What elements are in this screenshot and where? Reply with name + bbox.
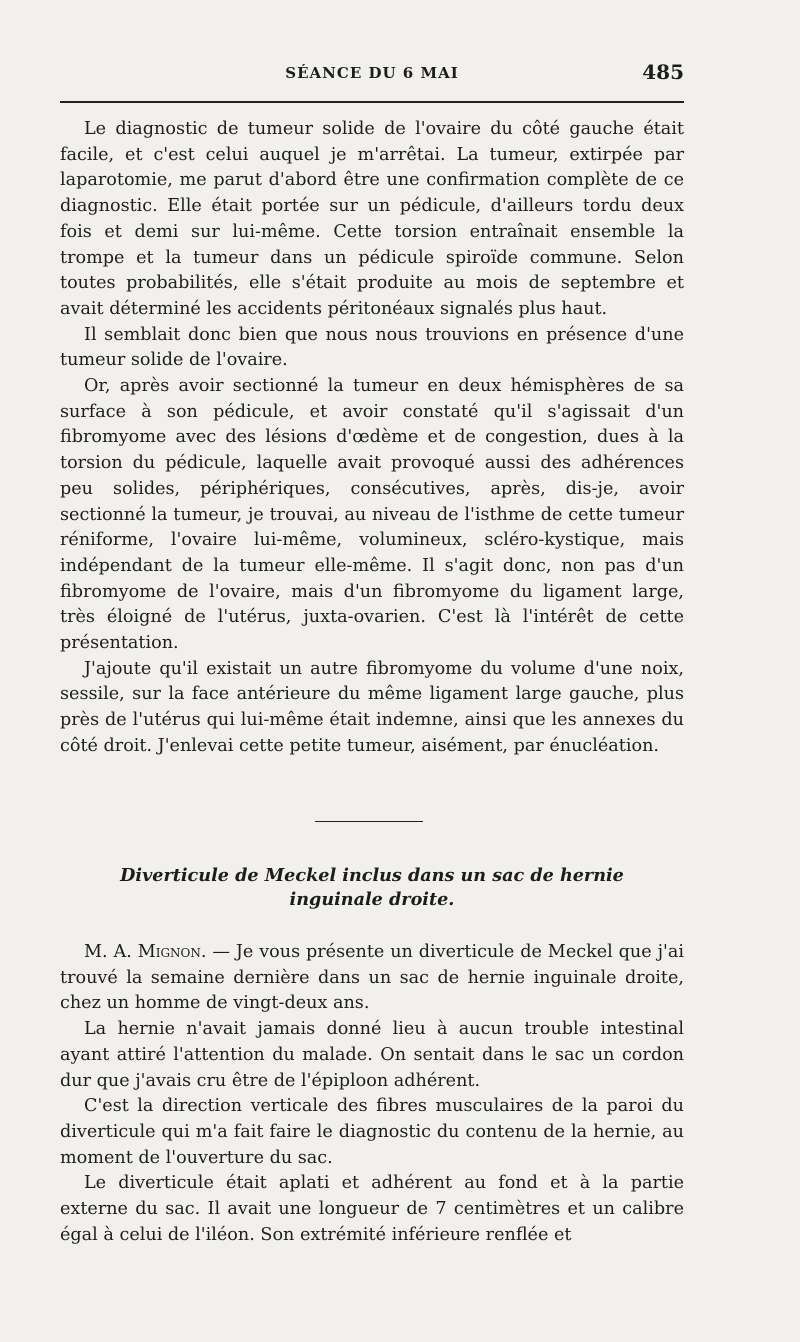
page-number: 485 xyxy=(642,60,684,84)
paragraph: J'ajoute qu'il existait un autre fibromyome du volume d'une noix, sessile, sur la face antérieure du même ligament large gauche, plus près de l'utérus qui lui-même était indemne, ainsi que les annexes du côté droit. J'enlevai cette petite tumeur, aisément, par énucléation. xyxy=(60,658,684,756)
section-title-line: Diverticule de Meckel inclus dans un sac de hernie xyxy=(120,865,624,886)
paragraph xyxy=(60,940,684,1017)
paragraph: Le diverticule était aplati et adhérent au fond et à la partie externe du sac. Il avait une longueur de 7 centimètres et un calibre égal à celui de l'iléon. Son extrémité inférieure renflée et xyxy=(60,1173,684,1245)
running-head: SÉANCE DU 6 MAI xyxy=(285,64,459,82)
author-name: M. A. Mignon. xyxy=(84,942,207,962)
body-text xyxy=(60,117,684,760)
section-title xyxy=(60,864,684,912)
body-text-2 xyxy=(60,940,684,1248)
paragraph: Or, après avoir sectionné la tumeur en deux hémisphères de sa surface à son pédicule, et avoir constaté qu'il s'agissait d'un fibromyome avec des lésions d'œdème et de congestion, dues à la torsion du pédicule, laquelle avait provoqué aussi des adhérences peu solides, périphériques, consécutives, après, dis-je, avoir sectionné la tumeur, je trouvai, au niveau de l'isthme de cette tumeur réniforme, l'ovaire lui-même, volumineux, scléro-kystique, mais indépendant de la tumeur elle-même. Il s'agit donc, non pas d'un fibromyome de l'ovaire, mais d'un fibromyome du ligament large, très éloigné de l'utérus, juxta-ovarien. C'est là l'intérêt de cette présentation. xyxy=(60,376,684,654)
paragraph: C'est la direction verticale des fibres musculaires de la paroi du diverticule qui m'a fait faire le diagnostic du contenu de la hernie, au moment de l'ouverture du sac. xyxy=(60,1096,684,1168)
page-header xyxy=(60,60,684,88)
section-separator xyxy=(315,821,423,822)
section-title-line: inguinale droite. xyxy=(289,889,455,910)
paragraph: Le diagnostic de tumeur solide de l'ovaire du côté gauche était facile, et c'est celui auquel je m'arrêtai. La tumeur, extirpée par laparotomie, me parut d'abord être une confirmation complète de ce diagnostic. Elle était portée sur un pédicule, d'ailleurs tordu deux fois et demi sur lui-même. Cette torsion entraînait ensemble la trompe et la tumeur dans un pédicule spiroïde commune. Selon toutes probabilités, elle s'était produite au mois de septembre et avait déterminé les accidents péritonéaux signalés plus haut. xyxy=(60,119,684,319)
paragraph: Il semblait donc bien que nous nous trouvions en présence d'une tumeur solide de l'ovaire. xyxy=(60,324,684,371)
paragraph: La hernie n'avait jamais donné lieu à aucun trouble intestinal ayant attiré l'attention du malade. On sentait dans le sac un cordon dur que j'avais cru être de l'épiploon adhérent. xyxy=(60,1019,684,1091)
header-rule xyxy=(60,101,684,103)
paragraph-text: — Je vous présente un diverticule de Meckel que j'ai trouvé la semaine dernière dans un sac de hernie inguinale droite, chez un homme de vingt-deux ans. xyxy=(60,942,684,1014)
